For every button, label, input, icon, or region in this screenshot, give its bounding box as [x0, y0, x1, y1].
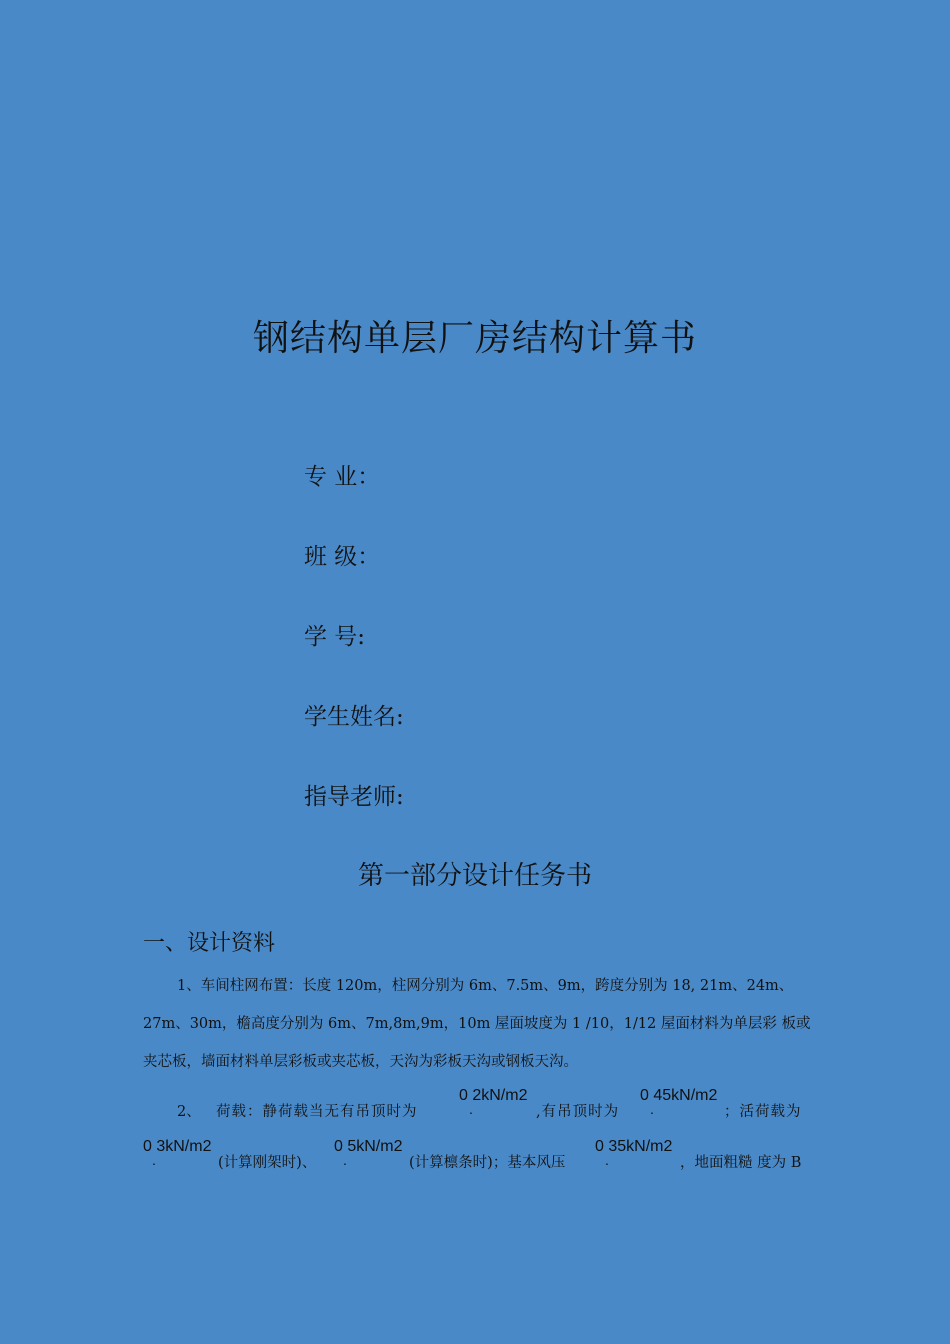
paragraph-2-text-d: (计算刚架时)、 [218, 1155, 317, 1171]
paragraph-2-text-f: ，地面粗糙 度为 B [680, 1155, 802, 1171]
paragraph-2-text-c: ；活荷载为 [724, 1104, 802, 1120]
decimal-point: . [469, 1101, 473, 1117]
field-student-id: 学 号: [304, 624, 366, 650]
field-class: 班 级： [304, 544, 381, 570]
paragraph-1-line-1: 1、车间柱网布置：长度 120m，柱网分别为 6m、7.5m、9m，跨度分别为 18, 21m、24m、 [177, 978, 794, 994]
load-value-with-ceiling: 0 45kN/m2 [640, 1087, 718, 1104]
document-title: 钢结构单层厂房结构计算书 [252, 318, 697, 359]
decimal-point: . [343, 1152, 347, 1168]
load-value-no-ceiling: 0 2kN/m2 [459, 1087, 528, 1104]
live-load-purlin: 0 5kN/m2 [334, 1138, 403, 1155]
decimal-point: . [152, 1152, 156, 1168]
paragraph-2-text-b: ,有吊顶时为 [536, 1104, 620, 1120]
basic-wind-pressure: 0 35kN/m2 [595, 1138, 673, 1155]
paragraph-2-text-a: 荷载：静荷载当无有吊顶时为 [216, 1104, 418, 1120]
paragraph-2-text-e: (计算檩条时)；基本风压 [409, 1155, 566, 1171]
live-load-frame: 0 3kN/m2 [143, 1138, 212, 1155]
field-student-name: 学生姓名: [304, 704, 404, 730]
paragraph-2-number: 2、 [177, 1104, 201, 1120]
section-heading: 一、设计资料 [143, 931, 276, 956]
part-title: 第一部分设计任务书 [357, 861, 592, 891]
decimal-point: . [605, 1152, 609, 1168]
paragraph-1-line-3: 夹芯板，墙面材料单层彩板或夹芯板，天沟为彩板天沟或钢板天沟。 [143, 1054, 578, 1070]
field-major: 专 业： [304, 464, 381, 490]
decimal-point: . [650, 1101, 654, 1117]
field-advisor: 指导老师: [304, 784, 404, 810]
paragraph-1-line-2: 27m、30m，檐高度分别为 6m、7m,8m,9m，10m 屋面坡度为 1 /10，1/12 屋面材料为单层彩 板或 [143, 1016, 811, 1032]
